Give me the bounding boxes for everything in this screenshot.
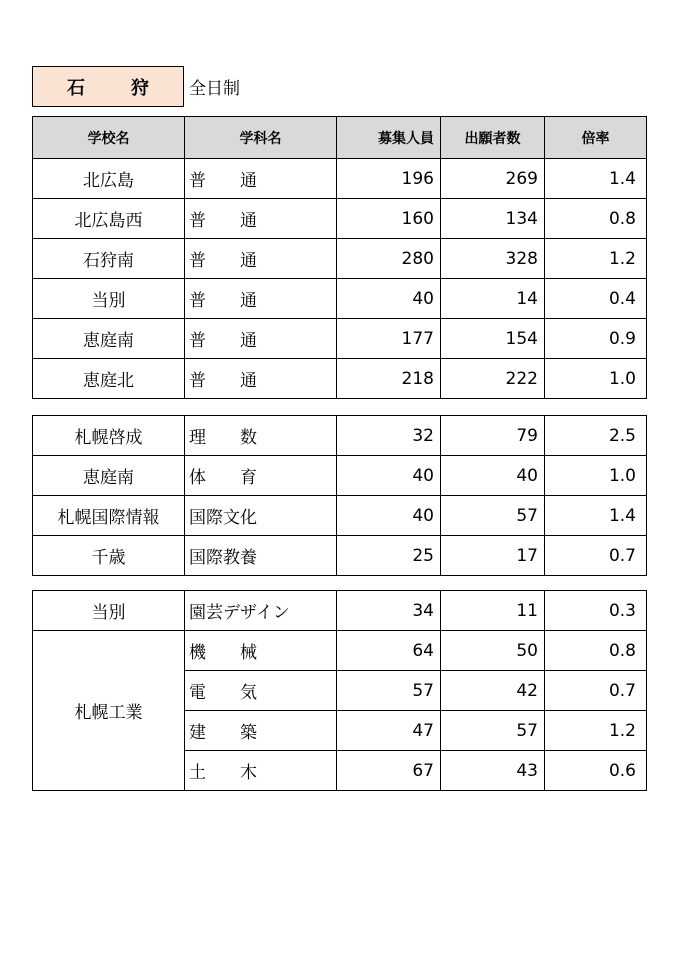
school-name: 北広島 (33, 159, 185, 199)
table-header-row (33, 117, 647, 159)
school-name: 当別 (33, 279, 185, 319)
table-row (33, 416, 647, 456)
quota-value: 57 (337, 671, 441, 711)
ratio-value: 0.3 (545, 591, 647, 631)
dept-name: 普 通 (185, 319, 337, 359)
quota-value: 218 (337, 359, 441, 399)
ratio-value: 0.6 (545, 751, 647, 791)
dept-name: 普 通 (185, 159, 337, 199)
dept-name: 電 気 (185, 671, 337, 711)
quota-value: 67 (337, 751, 441, 791)
quota-value: 40 (337, 456, 441, 496)
ratio-value: 1.4 (545, 496, 647, 536)
quota-value: 40 (337, 279, 441, 319)
school-name: 恵庭北 (33, 359, 185, 399)
quota-value: 40 (337, 496, 441, 536)
table-row (33, 496, 647, 536)
quota-value: 25 (337, 536, 441, 576)
dept-name: 体 育 (185, 456, 337, 496)
school-name: 千歳 (33, 536, 185, 576)
ratio-value: 0.9 (545, 319, 647, 359)
dept-name: 普 通 (185, 199, 337, 239)
quota-value: 32 (337, 416, 441, 456)
col-header-ratio: 倍率 (545, 117, 647, 159)
group1-body (33, 159, 647, 399)
quota-value: 34 (337, 591, 441, 631)
table-row (33, 279, 647, 319)
table-row (33, 239, 647, 279)
ratio-value: 1.2 (545, 239, 647, 279)
ratio-value: 1.0 (545, 456, 647, 496)
ratio-value: 1.2 (545, 711, 647, 751)
ratio-value: 0.4 (545, 279, 647, 319)
dept-name: 園芸デザイン (185, 591, 337, 631)
applicants-value: 42 (441, 671, 545, 711)
school-name: 石狩南 (33, 239, 185, 279)
group3-body (33, 591, 647, 791)
dept-name: 国際文化 (185, 496, 337, 536)
table-row (33, 456, 647, 496)
dept-name: 普 通 (185, 279, 337, 319)
dept-name: 国際教養 (185, 536, 337, 576)
quota-value: 177 (337, 319, 441, 359)
col-header-school: 学校名 (33, 117, 185, 159)
ratio-value: 0.8 (545, 631, 647, 671)
applicants-value: 40 (441, 456, 545, 496)
dept-name: 普 通 (185, 239, 337, 279)
ratio-value: 0.7 (545, 536, 647, 576)
applicants-value: 43 (441, 751, 545, 791)
dept-name: 普 通 (185, 359, 337, 399)
applicants-value: 328 (441, 239, 545, 279)
table-row (33, 199, 647, 239)
school-name: 恵庭南 (33, 456, 185, 496)
school-name: 札幌工業 (33, 631, 185, 791)
applicants-value: 14 (441, 279, 545, 319)
table-row (33, 319, 647, 359)
dept-name: 機 械 (185, 631, 337, 671)
applicants-value: 79 (441, 416, 545, 456)
ratio-value: 0.8 (545, 199, 647, 239)
group2-body (33, 416, 647, 576)
region-label: 石 狩 (32, 66, 184, 107)
table-row (33, 631, 647, 671)
col-header-applicants: 出願者数 (441, 117, 545, 159)
dept-name: 理 数 (185, 416, 337, 456)
table-row (33, 536, 647, 576)
school-name: 北広島西 (33, 199, 185, 239)
applicants-value: 57 (441, 711, 545, 751)
table-row (33, 591, 647, 631)
col-header-quota: 募集人員 (337, 117, 441, 159)
quota-value: 196 (337, 159, 441, 199)
table-row (33, 159, 647, 199)
school-name: 札幌国際情報 (33, 496, 185, 536)
ratio-value: 1.4 (545, 159, 647, 199)
table-row (33, 359, 647, 399)
dept-name: 建 築 (185, 711, 337, 751)
dept-name: 土 木 (185, 751, 337, 791)
school-name: 当別 (33, 591, 185, 631)
applicants-value: 222 (441, 359, 545, 399)
admissions-table-special (32, 415, 647, 576)
admissions-table-vocational (32, 590, 647, 791)
applicants-value: 50 (441, 631, 545, 671)
school-name: 札幌啓成 (33, 416, 185, 456)
ratio-value: 1.0 (545, 359, 647, 399)
applicants-value: 154 (441, 319, 545, 359)
applicants-value: 134 (441, 199, 545, 239)
quota-value: 47 (337, 711, 441, 751)
applicants-value: 269 (441, 159, 545, 199)
quota-value: 64 (337, 631, 441, 671)
school-name: 恵庭南 (33, 319, 185, 359)
program-label: 全日制 (189, 79, 240, 99)
ratio-value: 0.7 (545, 671, 647, 711)
applicants-value: 57 (441, 496, 545, 536)
applicants-value: 17 (441, 536, 545, 576)
col-header-dept: 学科名 (185, 117, 337, 159)
quota-value: 280 (337, 239, 441, 279)
quota-value: 160 (337, 199, 441, 239)
ratio-value: 2.5 (545, 416, 647, 456)
admissions-table-general (32, 116, 647, 399)
applicants-value: 11 (441, 591, 545, 631)
